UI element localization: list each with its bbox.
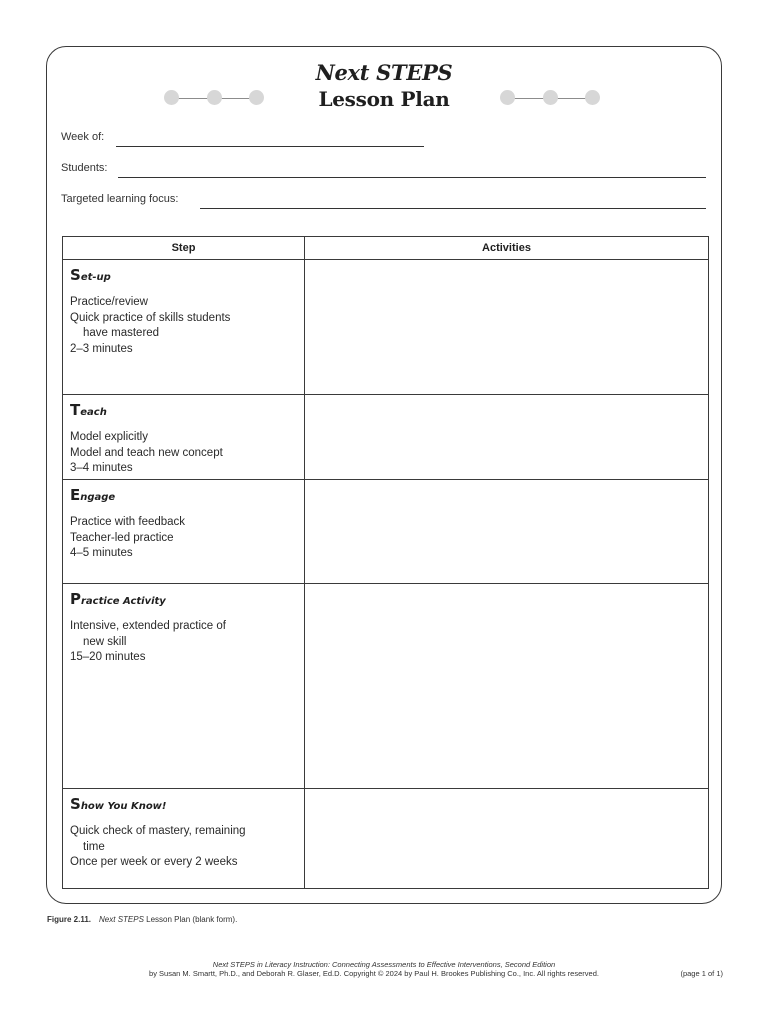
table-row (63, 789, 709, 889)
figure-number: Figure 2.11. (47, 915, 92, 924)
step-cell-setup (63, 260, 305, 395)
targeted-learning-focus-field[interactable] (61, 193, 178, 205)
step-cell-show-you-know (63, 789, 305, 889)
week-of-line (116, 146, 424, 147)
targeted-learning-focus-line (200, 208, 706, 209)
table-row (63, 395, 709, 480)
activities-cell-practice-activity[interactable] (305, 584, 709, 789)
students-field[interactable] (61, 162, 107, 174)
figure-title-italic: Next STEPS (99, 915, 144, 924)
title-line-1: Next STEPS (315, 60, 453, 85)
step-description: Quick check of mastery, remaining time Once per week or every 2 weeks (70, 825, 246, 868)
decorative-dots-right-icon (500, 89, 600, 107)
activities-cell-engage[interactable] (305, 480, 709, 584)
form-title (0, 60, 768, 112)
step-description: Practice/review Quick practice of skills students have mastered 2–3 minutes (70, 296, 231, 355)
targeted-learning-focus-label: Targeted learning focus: (61, 193, 179, 205)
activities-cell-show-you-know[interactable] (305, 789, 709, 889)
step-title-engage: Engage (70, 486, 116, 504)
week-of-label: Week of: (61, 131, 105, 143)
students-label: Students: (61, 162, 108, 174)
step-description: Practice with feedback Teacher-led practice 4–5 minutes (70, 516, 186, 559)
step-column-header: Step (63, 237, 305, 260)
activities-column-header: Activities (305, 237, 709, 260)
step-title-teach: Teach (70, 401, 107, 419)
table-row (63, 584, 709, 789)
step-cell-practice-activity (63, 584, 305, 789)
step-title-show-you-know: Show You Know! (70, 795, 167, 813)
step-title-practice-activity: Practice Activity (70, 590, 166, 608)
step-cell-engage (63, 480, 305, 584)
step-title-setup: Set-up (70, 266, 111, 284)
table-row (63, 260, 709, 395)
step-description: Model explicitly Model and teach new concept 3–4 minutes (70, 431, 223, 474)
title-line-2: Lesson Plan (318, 87, 450, 111)
figure-title-rest: Lesson Plan (blank form). (143, 915, 238, 924)
table-row (63, 480, 709, 584)
week-of-field[interactable] (61, 131, 104, 143)
step-description: Intensive, extended practice of new skill 15–20 minutes (70, 620, 226, 663)
page-number: (page 1 of 1) (680, 969, 723, 978)
activities-cell-setup[interactable] (305, 260, 709, 395)
students-line (118, 177, 706, 178)
lesson-plan-table (62, 236, 709, 889)
step-cell-teach (63, 395, 305, 480)
figure-caption (47, 915, 237, 924)
footer-book-title: Next STEPS in Literacy Instruction: Connecting Assessments to Effective Interventions, Second Edition (212, 960, 556, 969)
footer-copyright: by Susan M. Smartt, Ph.D., and Deborah R. Glaser, Ed.D. Copyright © 2024 by Paul H. Brookes Publishing Co., Inc. All rights reserved. (149, 969, 599, 978)
activities-cell-teach[interactable] (305, 395, 709, 480)
decorative-dots-left-icon (164, 89, 264, 107)
